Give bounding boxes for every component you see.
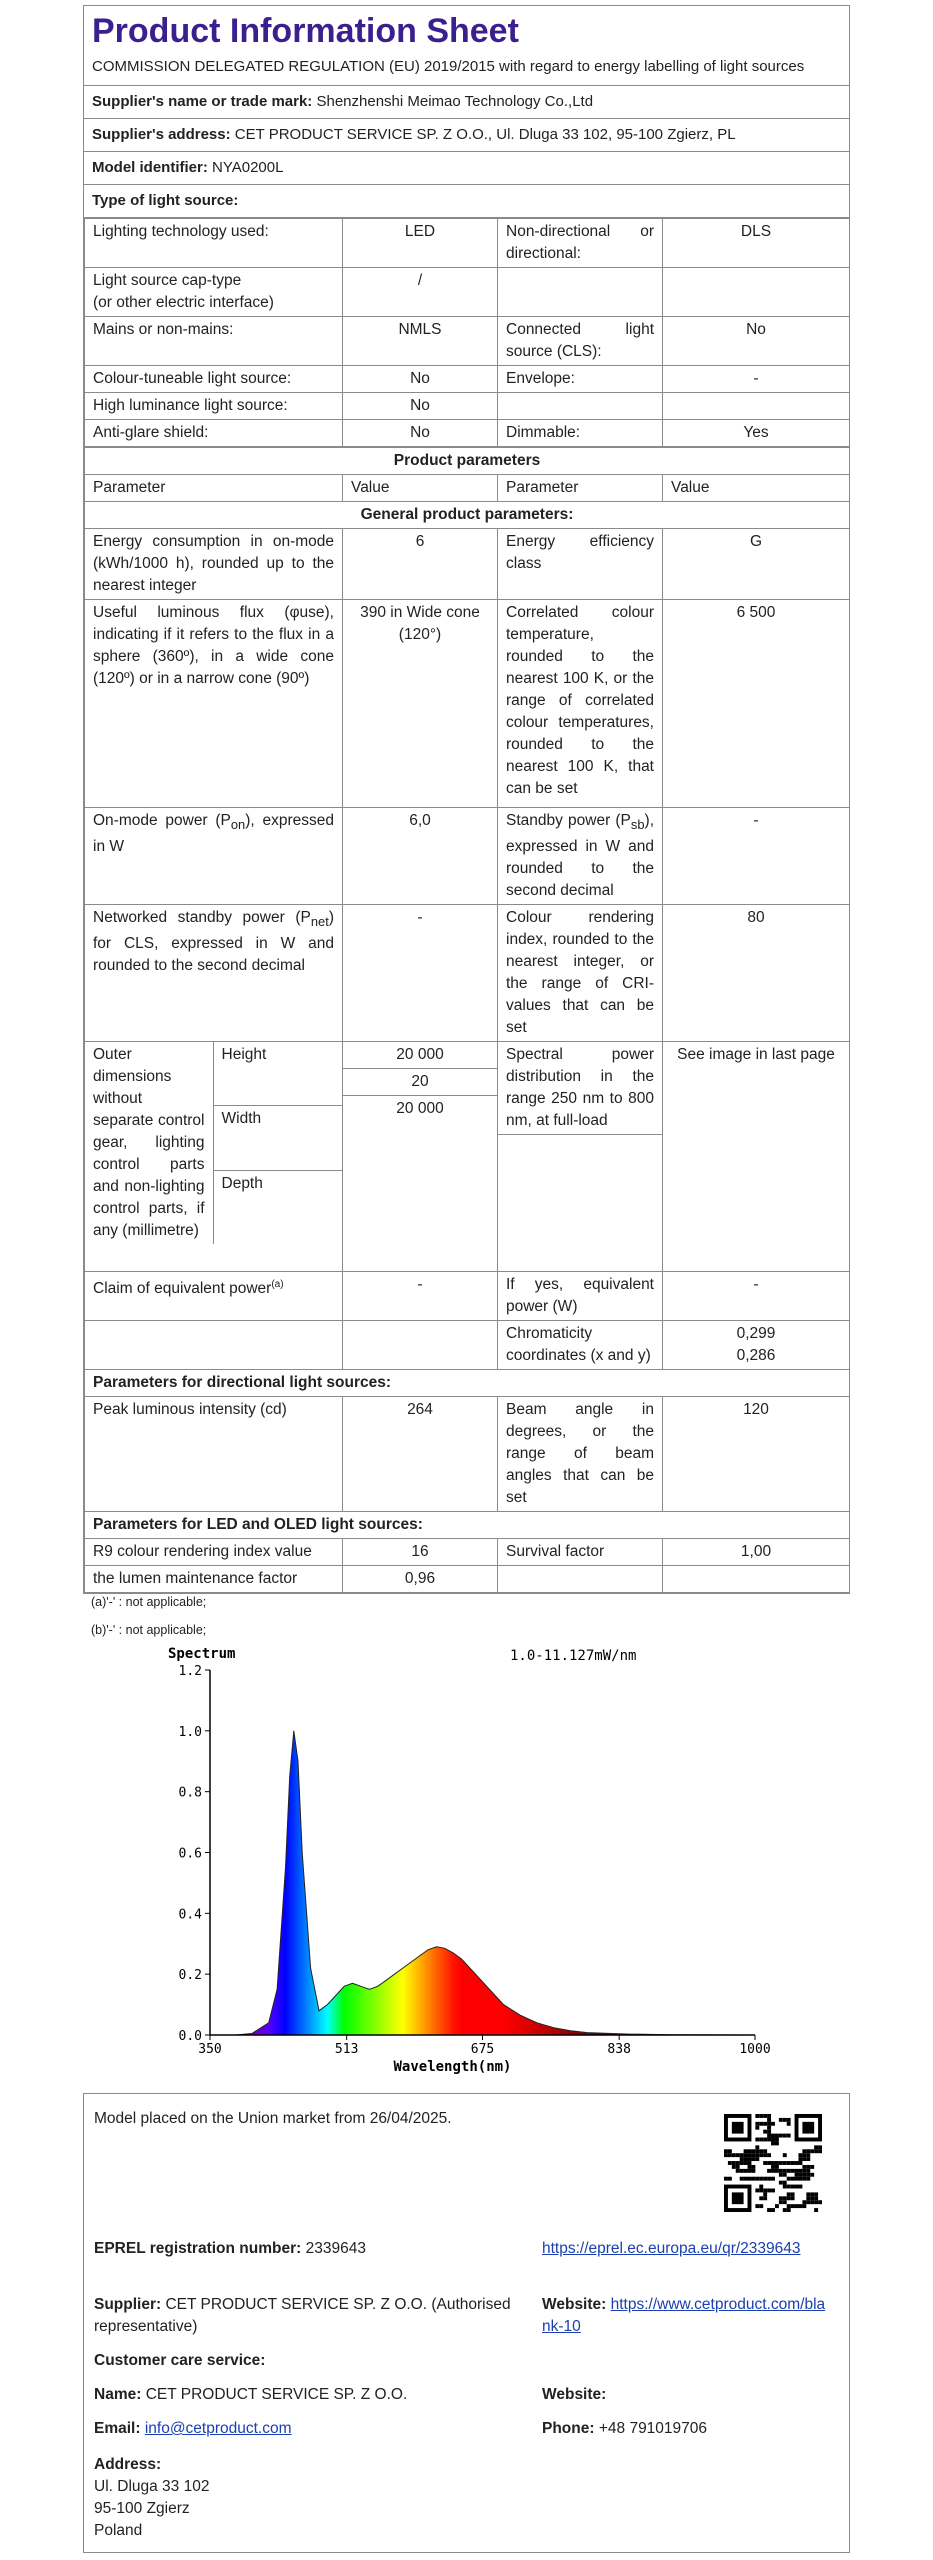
- eprel-label: EPREL registration number:: [94, 2240, 302, 2257]
- type-value-2: No: [663, 317, 850, 366]
- survival-label: Survival factor: [498, 1539, 663, 1566]
- beam-angle-label: Beam angle in degrees, or the range of beam angles that can be set: [498, 1397, 663, 1512]
- y-tick-label: 0.6: [178, 1846, 202, 1862]
- address-line-3: Poland: [94, 2522, 143, 2539]
- spd-label: Spectral power distribution in the range 250 nm to 800 nm, at full-load: [498, 1042, 662, 1135]
- empty-cell-d: [663, 1566, 850, 1593]
- col-parameter-1: Parameter: [85, 475, 343, 502]
- energy-consumption-label: Energy consumption in on-mode (kWh/1000 h), rounded up to the nearest integer: [85, 529, 343, 600]
- product-parameters-table: [84, 447, 850, 1593]
- r9-value: 16: [343, 1539, 498, 1566]
- type-value: No: [343, 420, 498, 447]
- phone-label: Phone:: [542, 2420, 595, 2437]
- sheet-title: Product Information Sheet: [92, 12, 519, 50]
- pon-sub: on: [230, 817, 246, 833]
- dimensions-values-cell: [343, 1042, 498, 1272]
- type-label-2: Envelope:: [498, 366, 663, 393]
- equiv-sup: (a): [271, 1279, 284, 1291]
- care-name-value: CET PRODUCT SERVICE SP. Z O.O.: [145, 2386, 408, 2403]
- type-row: [85, 420, 850, 447]
- energy-consumption-value: 6: [343, 529, 498, 600]
- dim-width-label: Width: [213, 1106, 342, 1171]
- lumen-maintenance-label: the lumen maintenance factor: [85, 1566, 343, 1593]
- x-tick-label: 513: [334, 2042, 359, 2057]
- pnet-sub: net: [310, 914, 329, 930]
- luminous-flux-value: 390 in Wide cone (120°): [343, 600, 498, 808]
- footnote-b: (b)'-' : not applicable;: [91, 1623, 207, 1637]
- psb-sub: sb: [630, 817, 645, 833]
- address-label: Address:: [94, 2456, 162, 2473]
- x-tick-label: 350: [198, 2042, 222, 2057]
- dim-depth-value: 20 000: [396, 1100, 444, 1118]
- y-tick-label: 0.4: [178, 1907, 202, 1923]
- dim-height-label: Height: [213, 1042, 342, 1106]
- equiv-text: Claim of equivalent power: [93, 1280, 272, 1298]
- supplier-row: [94, 2294, 532, 2338]
- directional-heading: Parameters for directional light sources:: [85, 1370, 850, 1397]
- footnote-a: (a)'-' : not applicable;: [91, 1595, 207, 1609]
- customer-care-heading: [94, 2350, 265, 2372]
- type-row: [85, 268, 850, 317]
- y-tick-label: 1.2: [178, 1664, 202, 1679]
- led-heading: Parameters for LED and OLED light sources:: [85, 1512, 850, 1539]
- type-value: No: [343, 393, 498, 420]
- address-block: [94, 2454, 209, 2542]
- supplier-name-row: [84, 86, 849, 119]
- spectrum-chart: [150, 1640, 770, 2080]
- dim-depth-label: Depth: [221, 1175, 263, 1193]
- y-tick-label: 0.8: [178, 1785, 202, 1801]
- care-website-label: Website:: [542, 2386, 607, 2403]
- peak-intensity-value: 264: [343, 1397, 498, 1512]
- equivalent-power-value: -: [343, 1272, 498, 1321]
- footnotes: [83, 1588, 214, 1644]
- energy-class-value: G: [663, 529, 850, 600]
- y-tick-label: 0.2: [178, 1968, 202, 1984]
- x-axis-label: Wavelength(nm): [393, 2059, 512, 2075]
- if-yes-label: If yes, equivalent power (W): [498, 1272, 663, 1321]
- cri-value: 80: [663, 905, 850, 1042]
- standby-power-label: [498, 808, 663, 905]
- footer-supplier-label: Supplier:: [94, 2296, 162, 2313]
- chromaticity-label: Chromaticity coordinates (x and y): [498, 1321, 663, 1370]
- chart-title: Spectrum: [168, 1646, 236, 1662]
- survival-value: 1,00: [663, 1539, 850, 1566]
- website-label: Website:: [542, 2296, 607, 2313]
- energy-class-label: Energy efficiency class: [498, 529, 663, 600]
- dimensions-cell: [85, 1042, 343, 1272]
- type-row: [85, 317, 850, 366]
- footer-supplier-value: CET PRODUCT SERVICE SP. Z O.O. (Authorised representative): [94, 2296, 511, 2335]
- customer-care-label: Customer care service:: [94, 2352, 266, 2369]
- beam-angle-value: 120: [663, 1397, 850, 1512]
- type-value: No: [343, 366, 498, 393]
- market-date: Model placed on the Union market from 26/04/2025.: [94, 2110, 452, 2127]
- type-value-2: [663, 268, 850, 317]
- type-value: NMLS: [343, 317, 498, 366]
- supplier-address-row: [84, 119, 849, 152]
- type-label-2: [498, 268, 663, 317]
- type-label: High luminance light source:: [85, 393, 343, 420]
- supplier-name-label: Supplier's name or trade mark:: [92, 93, 313, 110]
- type-label-2: [498, 393, 663, 420]
- type-label: Mains or non-mains:: [85, 317, 343, 366]
- y-tick-label: 1.0: [178, 1724, 202, 1740]
- cri-label: Colour rendering index, rounded to the nearest integer, or the range of CRI-values that can be set: [498, 905, 663, 1042]
- qr-code-icon[interactable]: [724, 2114, 822, 2212]
- type-label: Colour-tuneable light source:: [85, 366, 343, 393]
- col-value-2: Value: [663, 475, 850, 502]
- networked-standby-value: -: [343, 905, 498, 1042]
- peak-intensity-label: Peak luminous intensity (cd): [85, 1397, 343, 1512]
- type-section-heading: Type of light source:: [92, 192, 239, 209]
- standby-power-value: -: [663, 808, 850, 905]
- pon-text-b: ), expressed in W: [93, 812, 334, 856]
- chromaticity-value: 0,299 0,286: [663, 1321, 850, 1370]
- product-information-sheet: [83, 5, 850, 1594]
- empty-cell-b: [343, 1321, 498, 1370]
- general-parameters-heading: General product parameters:: [85, 502, 850, 529]
- spd-value: See image in last page: [663, 1042, 850, 1272]
- care-name-row: [94, 2384, 407, 2406]
- type-value-2: DLS: [663, 219, 850, 268]
- psb-text-b: ), expressed in W and rounded to the second decimal: [506, 812, 654, 900]
- eprel-row: [94, 2238, 366, 2260]
- type-value: LED: [343, 219, 498, 268]
- product-parameters-heading: Product parameters: [85, 448, 850, 475]
- lumen-maintenance-value: 0,96: [343, 1566, 498, 1593]
- r9-label: R9 colour rendering index value: [85, 1539, 343, 1566]
- pnet-text-a: Networked standby power (P: [93, 909, 311, 927]
- phone-row: [542, 2418, 707, 2440]
- type-value: /: [343, 268, 498, 317]
- empty-cell-c: [498, 1566, 663, 1593]
- eprel-link[interactable]: https://eprel.ec.europa.eu/qr/2339643: [542, 2240, 801, 2257]
- type-row: [85, 393, 850, 420]
- footer-box: [83, 2093, 850, 2553]
- pon-text-a: On-mode power (P: [93, 812, 231, 829]
- spectrum-area: [210, 1731, 755, 2035]
- email-row: [94, 2418, 292, 2440]
- regulation-subtitle: COMMISSION DELEGATED REGULATION (EU) 2019/2015 with regard to energy labelling of light sources: [84, 52, 849, 86]
- col-parameter-2: Parameter: [498, 475, 663, 502]
- type-section-title: [84, 185, 849, 218]
- type-label-2: Connected light source (CLS):: [498, 317, 663, 366]
- website-row: [542, 2294, 832, 2338]
- pnet-text-b: ) for CLS, expressed in W and rounded to the second decimal: [93, 909, 334, 975]
- model-identifier-value: NYA0200L: [212, 159, 284, 176]
- care-website-row: [542, 2384, 606, 2406]
- supplier-address-label: Supplier's address:: [92, 126, 231, 143]
- supplier-address-value: CET PRODUCT SERVICE SP. Z O.O., Ul. Dluga 33 102, 95-100 Zgierz, PL: [234, 126, 736, 143]
- luminous-flux-label: Useful luminous flux (φuse), indicating if it refers to the flux in a sphere (360º), in a wide cone (120º) or in a narrow cone (90º): [85, 600, 343, 808]
- email-link[interactable]: info@cetproduct.com: [144, 2420, 292, 2437]
- spd-cell: [498, 1042, 663, 1272]
- model-identifier-label: Model identifier:: [92, 159, 208, 176]
- x-tick-label: 838: [607, 2042, 631, 2057]
- y-tick-label: 0.0: [178, 2029, 202, 2044]
- dim-height-value: 20 000: [343, 1042, 497, 1069]
- chart-annotation: 1.0-11.127mW/nm: [510, 1648, 637, 1664]
- care-name-label: Name:: [94, 2386, 142, 2403]
- type-label-2: Non-directional or directional:: [498, 219, 663, 268]
- type-value-2: -: [663, 366, 850, 393]
- dimensions-label: Outer dimensions without separate control gear, lighting control parts and non-lighting control parts, if any (millimetre): [85, 1042, 213, 1244]
- website-link[interactable]: https://www.cetproduct.com/blank-10: [542, 2296, 826, 2335]
- dim-width-value: 20: [343, 1069, 497, 1096]
- networked-standby-label: [85, 905, 343, 1042]
- psb-text-a: Standby power (P: [506, 812, 631, 829]
- address-line-2: 95-100 Zgierz: [94, 2500, 190, 2517]
- cct-label: Correlated colour temperature, rounded to the nearest 100 K, or the range of correlated colour temperatures, rounded to the nearest 100 K, that can be set: [498, 600, 663, 808]
- on-mode-power-label: [85, 808, 343, 905]
- supplier-name-value: Shenzhenshi Meimao Technology Co.,Ltd: [316, 93, 594, 110]
- if-yes-value: -: [663, 1272, 850, 1321]
- equivalent-power-label: [85, 1272, 343, 1321]
- type-row: [85, 366, 850, 393]
- x-tick-label: 1000: [739, 2042, 770, 2057]
- on-mode-power-value: 6,0: [343, 808, 498, 905]
- col-value-1: Value: [343, 475, 498, 502]
- type-value-2: Yes: [663, 420, 850, 447]
- type-label: Lighting technology used:: [85, 219, 343, 268]
- email-label: Email:: [94, 2420, 141, 2437]
- empty-cell-a: [85, 1321, 343, 1370]
- type-row: [85, 219, 850, 268]
- type-label: Light source cap-type (or other electric interface): [85, 268, 343, 317]
- light-source-type-table: [84, 218, 850, 447]
- eprel-value: 2339643: [305, 2240, 366, 2257]
- address-line-1: Ul. Dluga 33 102: [94, 2478, 210, 2495]
- x-tick-label: 675: [470, 2042, 495, 2057]
- type-label: Anti-glare shield:: [85, 420, 343, 447]
- type-label-2: Dimmable:: [498, 420, 663, 447]
- phone-value: +48 791019706: [598, 2420, 708, 2437]
- spectrum-svg: [150, 1640, 770, 2080]
- cct-value: 6 500: [663, 600, 850, 808]
- type-value-2: [663, 393, 850, 420]
- model-identifier-row: [84, 152, 849, 185]
